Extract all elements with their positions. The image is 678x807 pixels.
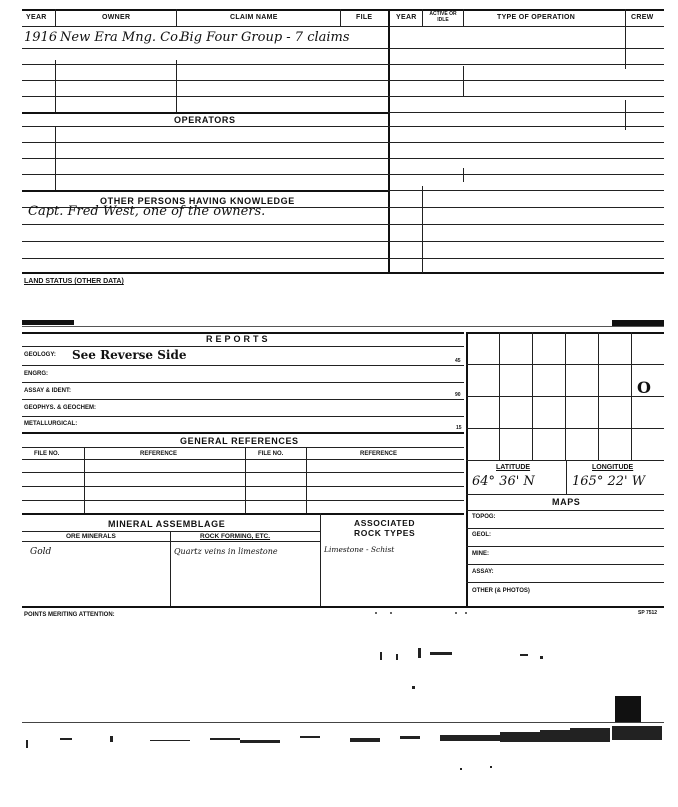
owner-row-line [22, 48, 388, 49]
header-file: FILE [356, 14, 373, 21]
mineral-assemblage-title: MINERAL ASSEMBLAGE [108, 519, 226, 529]
divider [55, 9, 56, 26]
latitude-label: LATITUDE [496, 464, 531, 471]
operation-row-line [388, 126, 664, 127]
other-persons-title: OTHER PERSONS HAVING KNOWLEDGE [100, 196, 295, 206]
header-crew: CREW [631, 14, 654, 21]
reports-title: REPORTS [206, 334, 271, 344]
header-year-2: YEAR [396, 14, 417, 21]
divider [340, 9, 341, 26]
header-owner: OWNER [102, 14, 131, 21]
maps-rule [466, 494, 664, 495]
scan-noise [0, 640, 678, 770]
divider [566, 460, 567, 494]
divider [55, 60, 56, 114]
operators-title: OPERATORS [174, 115, 236, 125]
general-references-rule [22, 447, 464, 448]
maps-row-line [466, 546, 664, 547]
owner-row-line [22, 64, 388, 65]
operation-row-line [388, 112, 664, 113]
maps-other-label: OTHER (& PHOTOS) [472, 588, 530, 594]
geology-label: GEOLOGY: [24, 352, 56, 358]
operator-row-line [22, 174, 388, 175]
rock-forming-label: ROCK FORMING, ETC. [200, 533, 271, 540]
reports-row-line [22, 399, 464, 400]
operation-row-line [388, 174, 664, 175]
owner-name-entry: New Era Mng. Co. [60, 30, 182, 45]
operation-row-line [388, 158, 664, 159]
divider [176, 60, 177, 114]
divider [422, 9, 423, 26]
margin-number-45: 45 [455, 358, 461, 364]
grid-line [499, 332, 500, 460]
divider [84, 447, 85, 513]
ref-row-line [22, 459, 464, 460]
ref-col-file-no-1: FILE NO. [34, 451, 60, 457]
divider [422, 186, 423, 273]
operation-row-line [388, 80, 664, 81]
ref-col-reference-2: REFERENCE [360, 451, 398, 457]
latitude-value: 64° 36' N [472, 474, 535, 489]
divider [463, 66, 464, 96]
maps-row-line [466, 582, 664, 583]
operation-row-line [388, 207, 664, 208]
associated-rock-types-title-1: ASSOCIATED [354, 518, 416, 528]
dot [375, 612, 377, 614]
grid-line [598, 332, 599, 460]
assay-ident-label: ASSAY & IDENT: [24, 388, 72, 394]
divider [320, 513, 321, 606]
operation-row-line [388, 64, 664, 65]
longitude-label: LONGITUDE [592, 464, 634, 471]
operators-rule [22, 126, 388, 127]
geophys-geochem-label: GEOPHYS. & GEOCHEM: [24, 405, 97, 411]
maps-title: MAPS [552, 497, 581, 507]
geology-value: See Reverse Side [72, 348, 187, 362]
ref-row-line [22, 500, 464, 501]
maps-assay-label: ASSAY: [472, 569, 494, 575]
grid-line [532, 332, 533, 460]
operation-row-line [388, 224, 664, 225]
operation-row-line [388, 258, 664, 259]
operation-row-line [388, 96, 664, 97]
divider [625, 9, 626, 69]
operator-row-line [22, 142, 388, 143]
ref-row-line [22, 472, 464, 473]
grid-location-mark: O [637, 378, 651, 397]
associated-rock-types-title-2: ROCK TYPES [354, 528, 416, 538]
header-claim-name: CLAIM NAME [230, 14, 278, 21]
reports-rule [22, 346, 464, 347]
metallurgical-label: METALLURGICAL: [24, 421, 78, 427]
operation-row-line [388, 142, 664, 143]
owner-row-line [22, 80, 388, 81]
other-persons-entry: Capt. Fred West, one of the owners. [28, 204, 266, 219]
divider [306, 447, 307, 513]
reports-row-line [22, 416, 464, 417]
grid-line [565, 332, 566, 460]
rock-forming-value: Quartz veins in limestone [174, 547, 278, 556]
dot [390, 612, 392, 614]
ore-minerals-label: ORE MINERALS [66, 533, 116, 540]
maps-row-line [466, 528, 664, 529]
form-code: SP 7512 [638, 610, 658, 616]
mineral-assemblage-rule [22, 531, 320, 532]
other-persons-rule [22, 190, 388, 192]
header-bottom-rule [22, 26, 664, 27]
maps-topog-label: TOPOG: [472, 514, 496, 520]
other-persons-row-line [22, 258, 388, 259]
operators-rule [22, 112, 388, 114]
margin-number-15: 15 [456, 425, 462, 431]
points-meriting-attention-label: POINTS MERITING ATTENTION: [24, 612, 115, 618]
header-year: YEAR [26, 14, 47, 21]
divider [170, 531, 171, 606]
header-active-or-idle: ACTIVE OR IDLE [429, 11, 457, 23]
dot [465, 612, 467, 614]
grid-line [631, 332, 632, 460]
redaction-bar [22, 320, 74, 325]
operation-row-line [388, 241, 664, 242]
other-persons-row-line [22, 224, 388, 225]
maps-mine-label: MINE: [472, 551, 489, 557]
header-type-of-operation: TYPE OF OPERATION [497, 14, 576, 21]
ref-col-reference-1: REFERENCE [140, 451, 178, 457]
reports-top-rule [22, 326, 664, 327]
owner-row-line [22, 96, 388, 97]
general-references-rule [22, 432, 464, 434]
general-references-title: GENERAL REFERENCES [180, 436, 299, 446]
reports-row-line [22, 365, 464, 366]
dot [455, 612, 457, 614]
mineral-assemblage-rule [22, 541, 320, 542]
divider [463, 168, 464, 182]
header-top-rule [22, 9, 664, 11]
upper-section-bottom-rule [22, 272, 664, 274]
land-status-label: LAND STATUS (OTHER DATA) [24, 278, 124, 285]
lower-section-bottom-rule [22, 606, 664, 608]
margin-number-90: 90 [455, 392, 461, 398]
divider [463, 9, 464, 26]
maps-geol-label: GEOL: [472, 532, 491, 538]
divider [176, 9, 177, 26]
reports-row-line [22, 382, 464, 383]
divider [245, 447, 246, 513]
divider [625, 100, 626, 130]
operation-row-line [388, 190, 664, 191]
operation-row-line [388, 48, 664, 49]
maps-row-line [466, 564, 664, 565]
other-persons-row-line [22, 241, 388, 242]
claim-name-entry: Big Four Group - 7 claims [180, 30, 350, 45]
engrg-label: ENGRG: [24, 371, 48, 377]
ore-minerals-value: Gold [30, 547, 52, 557]
grid-bottom-rule [466, 460, 664, 461]
owner-year-entry: 1916 [24, 30, 58, 45]
operator-row-line [22, 158, 388, 159]
associated-rock-types-value: Limestone - Schist [324, 545, 395, 554]
ref-col-file-no-2: FILE NO. [258, 451, 284, 457]
mineral-assemblage-rule [22, 513, 464, 515]
ref-row-line [22, 486, 464, 487]
longitude-value: 165° 22' W [572, 474, 646, 489]
maps-rule [466, 510, 664, 511]
